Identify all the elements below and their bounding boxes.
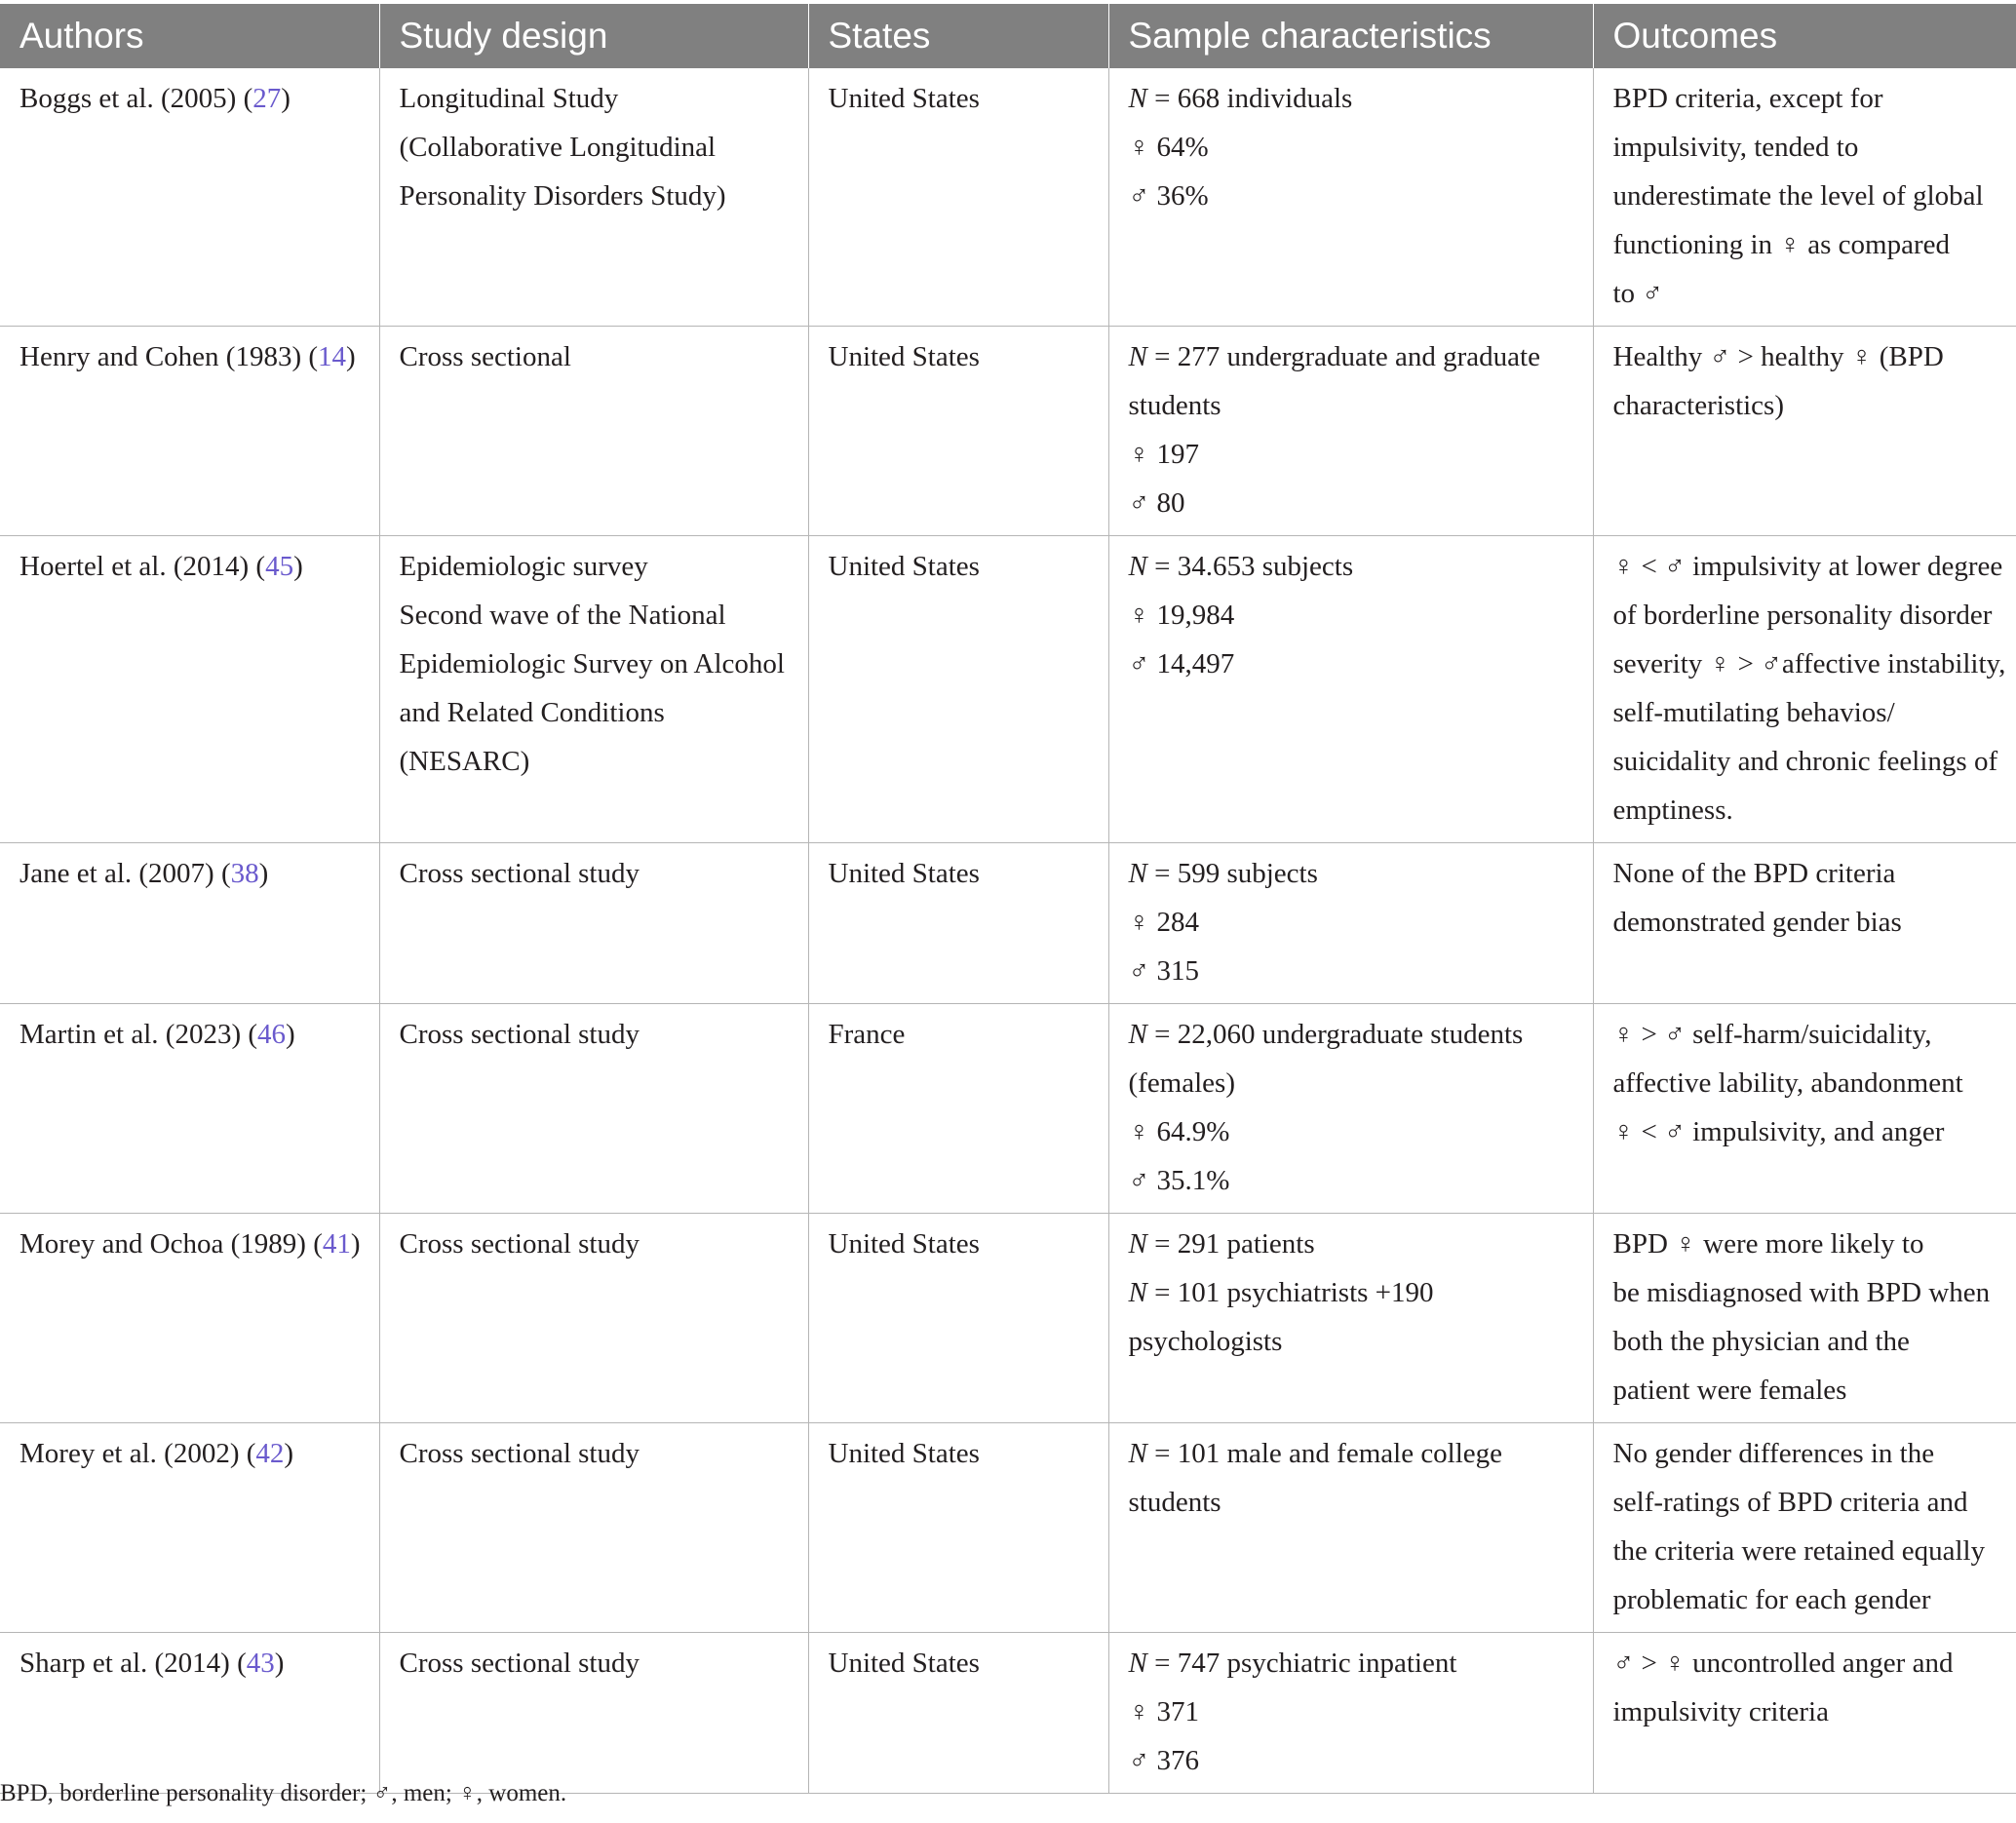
reference-link[interactable]: 38 bbox=[230, 858, 259, 889]
cell-state bbox=[808, 1633, 1108, 1794]
table-row bbox=[0, 1633, 2016, 1794]
author-name: Boggs et al. (2005) bbox=[19, 83, 237, 114]
sample-line: N = 101 male and female college bbox=[1128, 1438, 1503, 1469]
cell-author: Henry and Cohen (1983) (14) bbox=[0, 327, 379, 536]
outcome-line: ♂ > ♀ uncontrolled anger and bbox=[1612, 1648, 1954, 1679]
cell-study-design bbox=[379, 1633, 808, 1794]
outcome-line: demonstrated gender bias bbox=[1612, 907, 1902, 938]
table-footnote: BPD, borderline personality disorder; ♂, men; ♀, women. bbox=[0, 1780, 567, 1806]
cell-outcome bbox=[1593, 536, 2016, 843]
table-container bbox=[0, 4, 2016, 1794]
outcome-line: ♀ < ♂ impulsivity at lower degree bbox=[1612, 551, 2003, 582]
cell-state bbox=[808, 843, 1108, 1004]
sample-line: ♀ 284 bbox=[1128, 907, 1199, 938]
header-authors: Authors bbox=[0, 4, 379, 68]
outcome-line: self-ratings of BPD criteria and bbox=[1612, 1487, 1968, 1518]
header-sample-characteristics: Sample characteristics bbox=[1108, 4, 1593, 68]
sample-line: ♀ 64% bbox=[1128, 132, 1209, 163]
reference-link[interactable]: 14 bbox=[318, 341, 347, 372]
cell-sample bbox=[1108, 1423, 1593, 1633]
outcome-line: ♀ > ♂ self-harm/suicidality, bbox=[1612, 1019, 1932, 1050]
outcome-line: be misdiagnosed with BPD when bbox=[1612, 1277, 1991, 1308]
outcome-line: No gender differences in the bbox=[1612, 1438, 1935, 1469]
cell-sample bbox=[1108, 1633, 1593, 1794]
sample-line: students bbox=[1128, 390, 1221, 421]
outcome-line: the criteria were retained equally bbox=[1612, 1535, 1986, 1567]
table-row bbox=[0, 327, 2016, 536]
cell-study-design bbox=[379, 536, 808, 843]
cell-outcome bbox=[1593, 1214, 2016, 1423]
sample-line: N = 747 psychiatric inpatient bbox=[1128, 1648, 1457, 1679]
header-states: States bbox=[808, 4, 1108, 68]
table-row bbox=[0, 536, 2016, 843]
cell-study-design bbox=[379, 1214, 808, 1423]
outcome-line: self-mutilating behavios/ bbox=[1612, 697, 1895, 728]
author-name: Jane et al. (2007) bbox=[19, 858, 214, 889]
cell-author: Sharp et al. (2014) (43) bbox=[0, 1633, 379, 1794]
cell-author: Jane et al. (2007) (38) bbox=[0, 843, 379, 1004]
author-name: Martin et al. (2023) bbox=[19, 1019, 242, 1050]
state-value: United States bbox=[828, 1438, 980, 1469]
sample-line: N = 668 individuals bbox=[1128, 83, 1353, 114]
sample-line: ♂ 80 bbox=[1128, 487, 1185, 519]
study-design-line: (Collaborative Longitudinal bbox=[399, 132, 717, 163]
outcome-line: impulsivity criteria bbox=[1612, 1696, 1829, 1727]
cell-sample bbox=[1108, 1214, 1593, 1423]
cell-outcome bbox=[1593, 843, 2016, 1004]
sample-line: ♀ 19,984 bbox=[1128, 600, 1235, 631]
study-design-line: Personality Disorders Study) bbox=[399, 180, 726, 212]
sample-line: ♀ 371 bbox=[1128, 1696, 1199, 1727]
outcome-line: impulsivity, tended to bbox=[1612, 132, 1859, 163]
reference-link[interactable]: 42 bbox=[255, 1438, 285, 1469]
header-study-design: Study design bbox=[379, 4, 808, 68]
cell-outcome bbox=[1593, 327, 2016, 536]
sample-line: (females) bbox=[1128, 1067, 1235, 1099]
study-design-line: (NESARC) bbox=[399, 746, 530, 777]
table-row bbox=[0, 843, 2016, 1004]
sample-line: ♂ 35.1% bbox=[1128, 1165, 1230, 1196]
cell-state bbox=[808, 1004, 1108, 1214]
cell-outcome bbox=[1593, 1423, 2016, 1633]
outcome-line: BPD criteria, except for bbox=[1612, 83, 1883, 114]
reference-link[interactable]: 41 bbox=[322, 1228, 351, 1260]
state-value: United States bbox=[828, 858, 980, 889]
study-design-line: Longitudinal Study bbox=[399, 83, 619, 114]
author-name: Morey et al. (2002) bbox=[19, 1438, 240, 1469]
cell-study-design bbox=[379, 327, 808, 536]
reference-link[interactable]: 27 bbox=[252, 83, 282, 114]
table-row bbox=[0, 1004, 2016, 1214]
cell-outcome bbox=[1593, 1004, 2016, 1214]
sample-line: N = 22,060 undergraduate students bbox=[1128, 1019, 1524, 1050]
cell-author: Morey et al. (2002) (42) bbox=[0, 1423, 379, 1633]
cell-state bbox=[808, 1423, 1108, 1633]
outcome-line: emptiness. bbox=[1612, 795, 1733, 826]
sample-line: N = 277 undergraduate and graduate bbox=[1128, 341, 1540, 372]
cell-sample bbox=[1108, 843, 1593, 1004]
outcome-line: problematic for each gender bbox=[1612, 1584, 1931, 1615]
table-row bbox=[0, 1214, 2016, 1423]
cell-study-design bbox=[379, 68, 808, 327]
cell-author: Morey and Ochoa (1989) (41) bbox=[0, 1214, 379, 1423]
cell-sample bbox=[1108, 327, 1593, 536]
author-name: Sharp et al. (2014) bbox=[19, 1648, 230, 1679]
study-design-line: Second wave of the National bbox=[399, 600, 726, 631]
outcome-line: suicidality and chronic feelings of bbox=[1612, 746, 1998, 777]
cell-author: Boggs et al. (2005) (27) bbox=[0, 68, 379, 327]
cell-state bbox=[808, 1214, 1108, 1423]
cell-state bbox=[808, 536, 1108, 843]
author-name: Morey and Ochoa (1989) bbox=[19, 1228, 306, 1260]
outcome-line: functioning in ♀ as compared bbox=[1612, 229, 1950, 260]
cell-sample bbox=[1108, 68, 1593, 327]
study-design-line: Cross sectional study bbox=[399, 858, 640, 889]
studies-table bbox=[0, 4, 2016, 1794]
sample-line: ♂ 14,497 bbox=[1128, 648, 1235, 679]
cell-outcome bbox=[1593, 1633, 2016, 1794]
study-design-line: Cross sectional study bbox=[399, 1228, 640, 1260]
sample-line: ♂ 36% bbox=[1128, 180, 1209, 212]
cell-sample bbox=[1108, 1004, 1593, 1214]
cell-state bbox=[808, 327, 1108, 536]
cell-study-design bbox=[379, 1004, 808, 1214]
study-design-line: Epidemiologic survey bbox=[399, 551, 648, 582]
outcome-line: affective lability, abandonment bbox=[1612, 1067, 1963, 1099]
cell-outcome bbox=[1593, 68, 2016, 327]
sample-line: ♀ 197 bbox=[1128, 439, 1199, 470]
cell-state bbox=[808, 68, 1108, 327]
outcome-line: characteristics) bbox=[1612, 390, 1785, 421]
outcome-line: to ♂ bbox=[1612, 278, 1664, 309]
study-design-line: Cross sectional study bbox=[399, 1019, 640, 1050]
study-design-line: Epidemiologic Survey on Alcohol bbox=[399, 648, 785, 679]
author-name: Henry and Cohen (1983) bbox=[19, 341, 302, 372]
outcome-line: BPD ♀ were more likely to bbox=[1612, 1228, 1924, 1260]
sample-line: ♂ 315 bbox=[1128, 955, 1199, 987]
header-outcomes: Outcomes bbox=[1593, 4, 2016, 68]
cell-sample bbox=[1108, 536, 1593, 843]
state-value: United States bbox=[828, 1228, 980, 1260]
cell-author: Hoertel et al. (2014) (45) bbox=[0, 536, 379, 843]
outcome-line: ♀ < ♂ impulsivity, and anger bbox=[1612, 1116, 1945, 1147]
outcome-line: None of the BPD criteria bbox=[1612, 858, 1896, 889]
study-design-line: and Related Conditions bbox=[399, 697, 665, 728]
state-value: United States bbox=[828, 551, 980, 582]
sample-line: students bbox=[1128, 1487, 1221, 1518]
sample-line: N = 291 patients bbox=[1128, 1228, 1315, 1260]
reference-link[interactable]: 45 bbox=[265, 551, 294, 582]
study-design-line: Cross sectional study bbox=[399, 1648, 640, 1679]
outcome-line: underestimate the level of global bbox=[1612, 180, 1984, 212]
outcome-line: Healthy ♂ > healthy ♀ (BPD bbox=[1612, 341, 1944, 372]
cell-study-design bbox=[379, 843, 808, 1004]
state-value: France bbox=[828, 1019, 906, 1050]
sample-line: psychologists bbox=[1128, 1326, 1283, 1357]
reference-link[interactable]: 43 bbox=[246, 1648, 275, 1679]
study-design-line: Cross sectional bbox=[399, 341, 571, 372]
state-value: United States bbox=[828, 341, 980, 372]
sample-line: N = 599 subjects bbox=[1128, 858, 1318, 889]
sample-line: N = 34.653 subjects bbox=[1128, 551, 1354, 582]
outcome-line: severity ♀ > ♂affective instability, bbox=[1612, 648, 2006, 679]
sample-line: N = 101 psychiatrists +190 bbox=[1128, 1277, 1434, 1308]
outcome-line: both the physician and the bbox=[1612, 1326, 1910, 1357]
outcome-line: patient were females bbox=[1612, 1375, 1847, 1406]
outcome-line: of borderline personality disorder bbox=[1612, 600, 1993, 631]
header-row bbox=[0, 4, 2016, 68]
study-design-line: Cross sectional study bbox=[399, 1438, 640, 1469]
reference-link[interactable]: 46 bbox=[257, 1019, 287, 1050]
state-value: United States bbox=[828, 83, 980, 114]
table-row bbox=[0, 68, 2016, 327]
cell-author: Martin et al. (2023) (46) bbox=[0, 1004, 379, 1214]
sample-line: ♂ 376 bbox=[1128, 1745, 1199, 1776]
table-row bbox=[0, 1423, 2016, 1633]
sample-line: ♀ 64.9% bbox=[1128, 1116, 1230, 1147]
author-name: Hoertel et al. (2014) bbox=[19, 551, 250, 582]
cell-study-design bbox=[379, 1423, 808, 1633]
state-value: United States bbox=[828, 1648, 980, 1679]
